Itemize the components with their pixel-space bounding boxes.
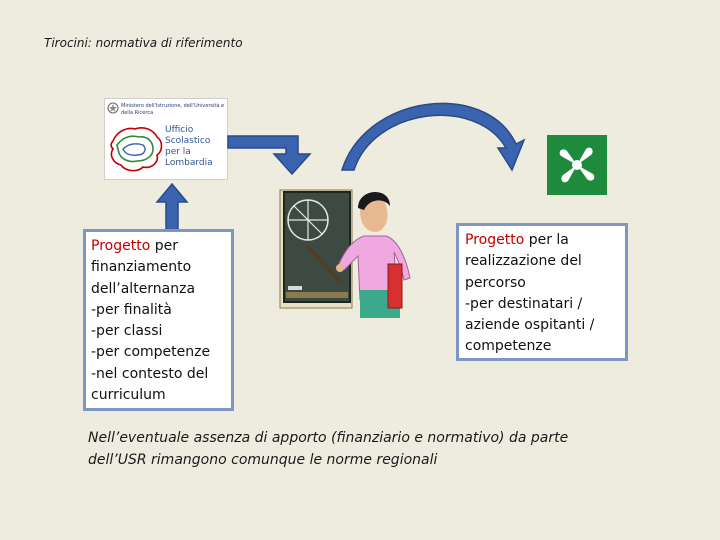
logo-office-line: Ufficio bbox=[165, 125, 194, 135]
left-box-line: curriculum bbox=[91, 387, 166, 404]
left-box-line: -per competenze bbox=[91, 344, 211, 361]
left-box-line: -nel contesto del bbox=[91, 365, 209, 382]
logo-office-line: per la bbox=[165, 147, 191, 157]
logo-office-line: Lombardia bbox=[165, 158, 213, 168]
right-box-line: aziende ospitanti / bbox=[465, 317, 595, 334]
left-box-line bbox=[91, 236, 227, 257]
teacher-clipart bbox=[278, 180, 428, 320]
right-box-line: realizzazione del bbox=[465, 253, 582, 270]
right-box-keyword: Progetto bbox=[465, 232, 525, 248]
left-box-keyword: Progetto bbox=[91, 238, 151, 254]
right-project-box bbox=[456, 223, 628, 361]
logo-office-text bbox=[165, 125, 227, 169]
lombardy-region-logo bbox=[547, 135, 607, 195]
right-box-line: -per destinatari / bbox=[465, 295, 583, 312]
republic-emblem-icon bbox=[107, 101, 119, 115]
left-box-line: finanziamento bbox=[91, 259, 192, 276]
arrow-up-icon bbox=[155, 182, 189, 232]
right-box-line1-rest: per la bbox=[524, 232, 569, 248]
left-box-line1-rest: per bbox=[150, 238, 178, 254]
bent-arrow-down-icon bbox=[226, 126, 326, 176]
logo-ministry-text: Ministero dell'Istruzione, dell'Università e della Ricerca bbox=[121, 103, 225, 116]
logo-office-line: Scolastico bbox=[165, 136, 211, 146]
right-box-line: percorso bbox=[465, 274, 526, 291]
right-box-line: competenze bbox=[465, 338, 552, 355]
left-project-box bbox=[83, 229, 234, 411]
slide-title: Tirocini: normativa di riferimento bbox=[44, 36, 243, 50]
curved-arrow-icon bbox=[336, 86, 530, 172]
footnote-line: dell’USR rimangono comunque le norme regionali bbox=[88, 452, 438, 468]
left-box-line: -per finalità bbox=[91, 301, 172, 318]
left-box-line: -per classi bbox=[91, 323, 163, 340]
footnote-line: Nell’eventuale assenza di apporto (finanziario e normativo) da parte bbox=[88, 430, 569, 446]
right-box-line bbox=[465, 230, 621, 251]
usr-lombardia-logo bbox=[104, 98, 228, 180]
lombardy-map-icon bbox=[107, 123, 167, 175]
footnote bbox=[88, 427, 648, 471]
left-box-line: dell’alternanza bbox=[91, 280, 196, 297]
